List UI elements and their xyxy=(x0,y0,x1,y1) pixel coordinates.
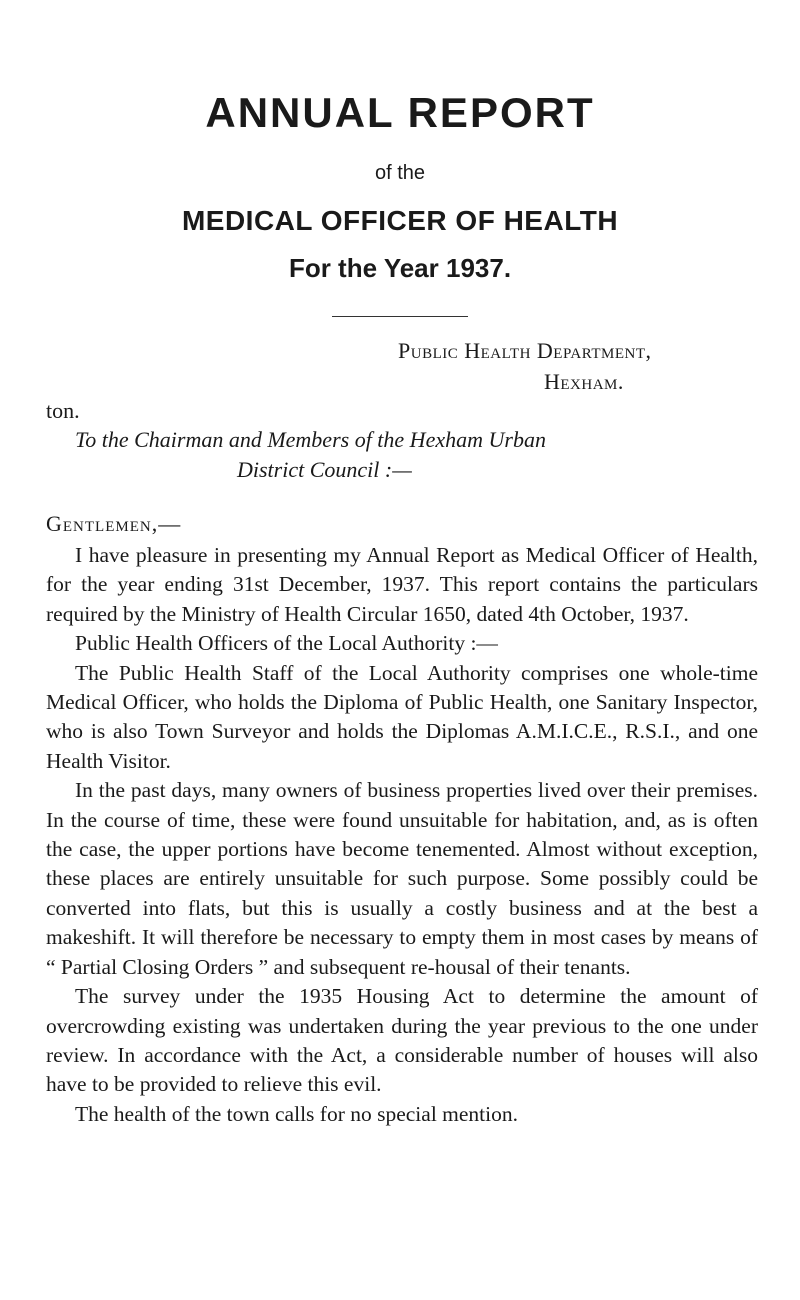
salutation: Gentlemen,— xyxy=(46,511,182,536)
stray-text-fragment: ton. xyxy=(46,398,80,423)
paragraph-officers-heading: Public Health Officers of the Local Authority :— xyxy=(75,631,498,656)
report-subtitle: MEDICAL OFFICER OF HEALTH xyxy=(181,205,619,236)
report-year: For the Year 1937. xyxy=(288,253,512,283)
paragraph-housing-survey: The survey under the 1935 Housing Act to determine the amount of overcrowding existing was undertaken during the year previous to the one under review. In accordance with the Act, a considerable number of houses will also have to be provided to relieve this evil. xyxy=(46,984,758,1097)
report-title-of: of the xyxy=(374,162,426,184)
department-location: Hexham. xyxy=(544,369,624,394)
title-divider xyxy=(332,316,468,317)
paragraph-business-properties: In the past days, many owners of business properties lived over their premises. In the course of time, these were found unsuitable for habitation, and, as is often the case, the upper portions have become tenemented. Almost without exception, these places are entirely unsuitable for such purpose. Some possibly could be converted into flats, but this is usually a costly business and at the best a makeshift. It will therefore be necessary to empty them in most cases by means of “ Partial Closing Orders ” and subsequent re-housal of their tenants. xyxy=(46,778,758,979)
paragraph-town-health: The health of the town calls for no special mention. xyxy=(75,1101,519,1126)
report-title: ANNUAL REPORT xyxy=(205,89,595,136)
address-line-1: To the Chairman and Members of the Hexham Urban xyxy=(75,427,546,452)
department-name: Public Health Department, xyxy=(398,338,652,363)
paragraph-introduction: I have pleasure in presenting my Annual Report as Medical Officer of Health, for the year ending 31st December, 1937. This report contains the particulars required by the Ministry of Health Circular 1650, dated 4th October, 1937. xyxy=(46,543,758,626)
address-line-2: District Council :— xyxy=(237,457,412,482)
paragraph-staff: The Public Health Staff of the Local Authority comprises one whole-time Medical Officer, who holds the Diploma of Public Health, one Sanitary Inspector, who is also Town Surveyor and holds the Diplomas A.M.I.C.E., R.S.I., and one Health Visitor. xyxy=(46,660,758,773)
report-body xyxy=(46,541,758,1129)
